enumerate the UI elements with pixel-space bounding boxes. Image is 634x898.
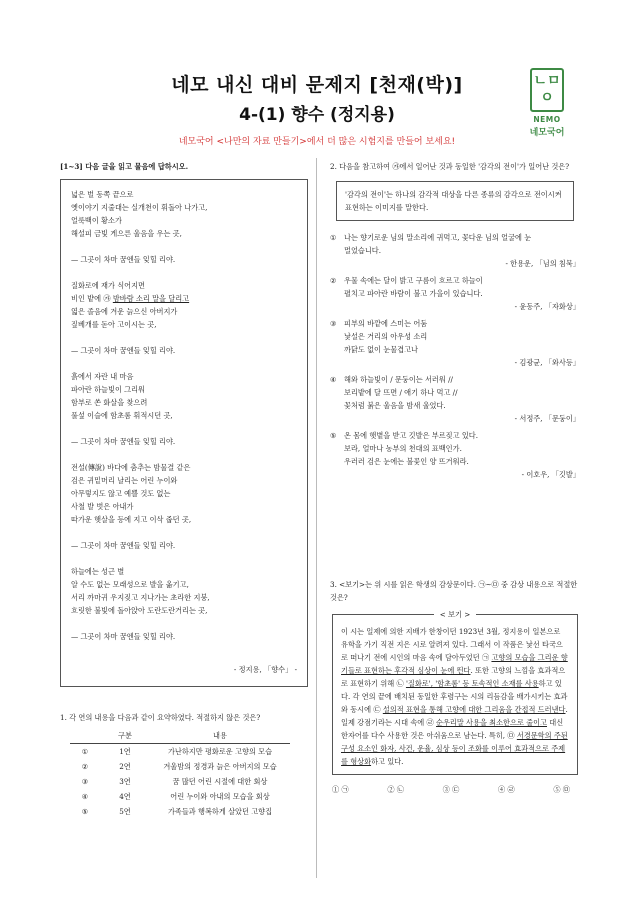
poem-line: 해설피 금빛 게으른 울음을 우는 곳, bbox=[71, 229, 182, 238]
poem-line: 흐릿한 불빛에 돌아앉아 도란도란거리는 곳, bbox=[71, 606, 208, 615]
option-line: 보라, 얼마나 농부의 천대의 표백인가. bbox=[344, 444, 462, 453]
poem-line: 하늘에는 성근 별 bbox=[71, 567, 125, 576]
poem-line: 질화로에 재가 식어지면 bbox=[71, 281, 146, 290]
bogi-segment: 하고 있다. bbox=[371, 757, 404, 766]
row-content: 가족들과 행복하게 살았던 고향집 bbox=[167, 807, 273, 816]
page-title: 네모 내신 대비 문제지 [천재(박)] bbox=[171, 74, 463, 96]
logo-mark bbox=[530, 68, 564, 112]
option-line: 보리밭에 달 뜨면 / 애기 하나 먹고 // bbox=[344, 388, 458, 397]
poem-line: 전설(傳說) 바다에 춤추는 밤물결 같은 bbox=[71, 463, 191, 472]
option-source: - 윤동주, 「자화상」 bbox=[514, 302, 580, 311]
option-line: 피부의 바깥에 스미는 어둠 bbox=[344, 319, 428, 328]
option-line: 우물 속에는 달이 밝고 구름이 흐르고 하늘이 bbox=[344, 276, 483, 285]
row-content: 가난하지만 평화로운 고향의 모습 bbox=[167, 747, 273, 756]
answer-option-2[interactable] bbox=[330, 274, 580, 316]
option-line: 해와 하늘빛이 / 문둥이는 서러워 // bbox=[344, 375, 453, 384]
option-line: 까닭도 없이 눈물겹고나 bbox=[344, 345, 419, 354]
poem-box bbox=[60, 179, 308, 687]
question-2-options bbox=[330, 231, 580, 484]
bogi-segment: 하고 있다. 각 연의 끝에 배치된 동일한 후렴구는 시의 리듬감을 배가시키는 효과와 동시에 ㉢ bbox=[341, 679, 568, 714]
answer-choice[interactable]: ④ ㉣ bbox=[497, 785, 515, 794]
option-number: ② bbox=[81, 762, 89, 771]
row-label: 4연 bbox=[119, 792, 131, 801]
poem-line: 검은 귀밑머리 날리는 어린 누이와 bbox=[71, 476, 178, 485]
poem-line: 흙에서 자란 내 마음 bbox=[71, 372, 134, 381]
question-3 bbox=[330, 578, 580, 796]
page-subtitle: 4-(1) 향수 (정지용) bbox=[239, 105, 395, 125]
poem-refrain: — 그곳이 차마 꿈엔들 잊힐 리야. bbox=[71, 437, 176, 446]
poem-refrain: — 그곳이 차마 꿈엔들 잊힐 리야. bbox=[71, 255, 176, 264]
poem-refrain: — 그곳이 차마 꿈엔들 잊힐 리야. bbox=[71, 346, 176, 355]
bogi-segment: . 일제 강점기라는 시대 속에 ㉣ bbox=[341, 705, 568, 727]
poem-refrain: — 그곳이 차마 꿈엔들 잊힐 리야. bbox=[71, 632, 176, 641]
underline-c: 설의적 표현을 통해 고향에 대한 그리움을 간접적 드러낸다 bbox=[382, 705, 566, 714]
poem-line: 풀섶 이슬에 함초롬 휘적시던 곳, bbox=[71, 411, 173, 420]
poem-line: 얼룩백이 황소가 bbox=[71, 216, 122, 225]
bogi-text bbox=[341, 625, 569, 768]
table-row[interactable] bbox=[70, 789, 290, 804]
answer-choice[interactable]: ② ㉡ bbox=[387, 785, 404, 794]
option-number: ③ bbox=[81, 777, 89, 786]
bogi-segment: . 또한 고향의 느낌을 효과적으로 표현하기 위해 ㉡ bbox=[341, 666, 566, 688]
option-line: 낯설은 거리의 아우성 소리 bbox=[344, 332, 428, 341]
bogi-label: < 보기 > bbox=[434, 610, 477, 619]
option-number: ② bbox=[330, 276, 337, 285]
option-source: - 김광균, 「와사등」 bbox=[514, 358, 580, 367]
option-source: - 이호우, 「깃발」 bbox=[521, 470, 580, 479]
poem-line: 엷은 졸음에 겨운 늙으신 아버지가 bbox=[71, 307, 178, 316]
question-2-text: 2. 다음을 참고하여 ㉮에서 일어난 것과 동일한 '감각의 전이'가 일어난 것은? bbox=[330, 162, 570, 171]
poem-line-prefix: 비인 밭에 ㉮ bbox=[71, 294, 113, 303]
option-line: 꽃처럼 붉은 울음을 밤새 울었다. bbox=[344, 401, 446, 410]
answer-option-1[interactable] bbox=[330, 231, 580, 273]
column-divider bbox=[316, 158, 317, 878]
answer-choice[interactable]: ③ ㉢ bbox=[442, 785, 460, 794]
row-label: 3연 bbox=[119, 777, 131, 786]
row-label: 2연 bbox=[119, 762, 131, 771]
question-3-answers bbox=[330, 783, 580, 796]
right-column bbox=[330, 160, 580, 794]
poem-line: 짚베개를 돋아 고이시는 곳, bbox=[71, 320, 157, 329]
poem-line: 파아란 하늘빛이 그리워 bbox=[71, 385, 146, 394]
underline-a: 고향의 모습을 그리운 향기들로 표현하는 후각적 심상이 눈에 띈다 bbox=[341, 653, 568, 675]
option-line: 멀었습니다. bbox=[344, 246, 382, 255]
col-header-label: 구분 bbox=[100, 728, 150, 744]
poem-source: - 정지용, 「향수」 - bbox=[233, 665, 297, 674]
nemo-logo bbox=[524, 68, 570, 154]
underline-e: 서경문학의 주된 구성 요소인 화자, 사건, 운율, 심상 등이 조화를 이루어 효과적으로 주제를 형상화 bbox=[341, 731, 568, 766]
option-number: ⑤ bbox=[330, 431, 337, 440]
underline-d: 순우리말 사용을 최소한으로 줄이고 bbox=[436, 718, 548, 727]
underline-b: '질화로', '함초롬' 등 토속적인 소재를 사용 bbox=[405, 679, 539, 688]
poem-refrain: — 그곳이 차마 꿈엔들 잊힐 리야. bbox=[71, 541, 176, 550]
option-source: - 한용운, 「님의 침묵」 bbox=[505, 259, 580, 268]
question-1 bbox=[60, 711, 308, 819]
answer-option-5[interactable] bbox=[330, 429, 580, 484]
question-2-note-box: '감각의 전이'는 하나의 감각적 대상을 다른 종류의 감각으로 전이시켜 표현하는 이미지를 말한다. bbox=[336, 181, 574, 221]
poem-line bbox=[71, 292, 297, 305]
poem-line: 서리 까마귀 우지짖고 지나가는 초라한 지붕, bbox=[71, 593, 210, 602]
answer-option-3[interactable] bbox=[330, 317, 580, 372]
question-3-text: 3. <보기>는 위 시를 읽은 학생의 감상문이다. ㉠~㉤ 중 감상 내용으로 적절한 것은? bbox=[330, 580, 578, 602]
table-row[interactable] bbox=[70, 744, 290, 760]
row-label: 5연 bbox=[119, 807, 131, 816]
question-1-text: 1. 각 연의 내용을 다음과 같이 요약하였다. 적절하지 않은 것은? bbox=[60, 713, 261, 722]
logo-en: NEMO bbox=[533, 115, 561, 124]
answer-choice[interactable]: ⑤ ㉤ bbox=[553, 785, 570, 794]
option-line: 나는 향기로운 님의 말소리에 귀먹고, 꽃다운 님의 얼굴에 눈 bbox=[344, 233, 532, 242]
option-number: ③ bbox=[330, 319, 337, 328]
poem-line: 따가운 햇살을 등에 지고 이삭 줍던 곳, bbox=[71, 515, 192, 524]
poem-line: 넓은 벌 동쪽 끝으로 bbox=[71, 190, 134, 199]
poem-line: 사철 발 벗은 아내가 bbox=[71, 502, 134, 511]
bogi-segment: 이 시는 일제에 의한 지배가 한창이던 1923년 3월, 정지용이 일본으로 유학을 가기 직전 지은 시로 알려져 있다. 그래서 이 작품은 낯선 타국으로 떠나기 전에 시인의 마음 속에 담아두었던 ㉠ bbox=[341, 627, 563, 662]
summary-table bbox=[70, 728, 290, 819]
table-row[interactable] bbox=[70, 759, 290, 774]
answer-choice[interactable]: ① ㉠ bbox=[332, 785, 349, 794]
col-header-content: 내용 bbox=[150, 728, 290, 744]
option-number: ① bbox=[81, 747, 89, 756]
option-line: 온 몸에 햇볕을 받고 깃발은 부르짖고 있다. bbox=[344, 431, 479, 440]
underlined-phrase-ga: 밤바람 소리 말을 달리고 bbox=[112, 294, 190, 303]
poem-line: 아무렇지도 않고 예쁠 것도 없는 bbox=[71, 489, 171, 498]
row-content: 겨울밤의 정경과 늙은 아버지의 모습 bbox=[163, 762, 277, 771]
row-content: 꿈 많던 어린 시절에 대한 회상 bbox=[172, 777, 268, 786]
row-content: 어린 누이와 아내의 모습을 회상 bbox=[170, 792, 270, 801]
logo-mark-bottom: ㅇ bbox=[540, 90, 554, 106]
table-row[interactable] bbox=[70, 804, 290, 819]
row-label: 1연 bbox=[119, 747, 131, 756]
left-column bbox=[60, 160, 308, 819]
option-line: 펼치고 파아란 바람이 불고 가을이 있습니다. bbox=[344, 289, 483, 298]
option-line: 우러러 검은 눈에는 불꽃인 양 뜨거워라. bbox=[344, 457, 469, 466]
promo-text: 네모국어 <나만의 자료 만들기>에서 더 많은 시험지를 만들어 보세요! bbox=[178, 137, 456, 147]
poem-line: 함부로 쏜 화살을 찾으려 bbox=[71, 398, 148, 407]
option-number: ④ bbox=[81, 792, 89, 801]
bogi-segment: 대신 한자어를 다수 사용한 것은 아쉬움으로 남는다. 특히, ㉤ bbox=[341, 718, 564, 740]
poem-line: 알 수도 없는 모래성으로 발을 옮기고, bbox=[71, 580, 189, 589]
table-row[interactable] bbox=[70, 774, 290, 789]
option-number: ⑤ bbox=[81, 807, 89, 816]
option-number: ① bbox=[330, 233, 337, 242]
bogi-box bbox=[332, 610, 578, 775]
logo-ko: 네모국어 bbox=[529, 128, 565, 138]
poem-line: 옛이야기 지줄대는 실개천이 휘돌아 나가고, bbox=[71, 203, 208, 212]
answer-option-4[interactable] bbox=[330, 373, 580, 428]
option-source: - 서정주, 「문둥이」 bbox=[514, 414, 580, 423]
passage-instruction: [1~3] 다음 글을 읽고 물음에 답하시오. bbox=[60, 162, 189, 171]
option-number: ④ bbox=[330, 375, 337, 384]
logo-mark-top: ㄴㅁ bbox=[533, 73, 561, 89]
